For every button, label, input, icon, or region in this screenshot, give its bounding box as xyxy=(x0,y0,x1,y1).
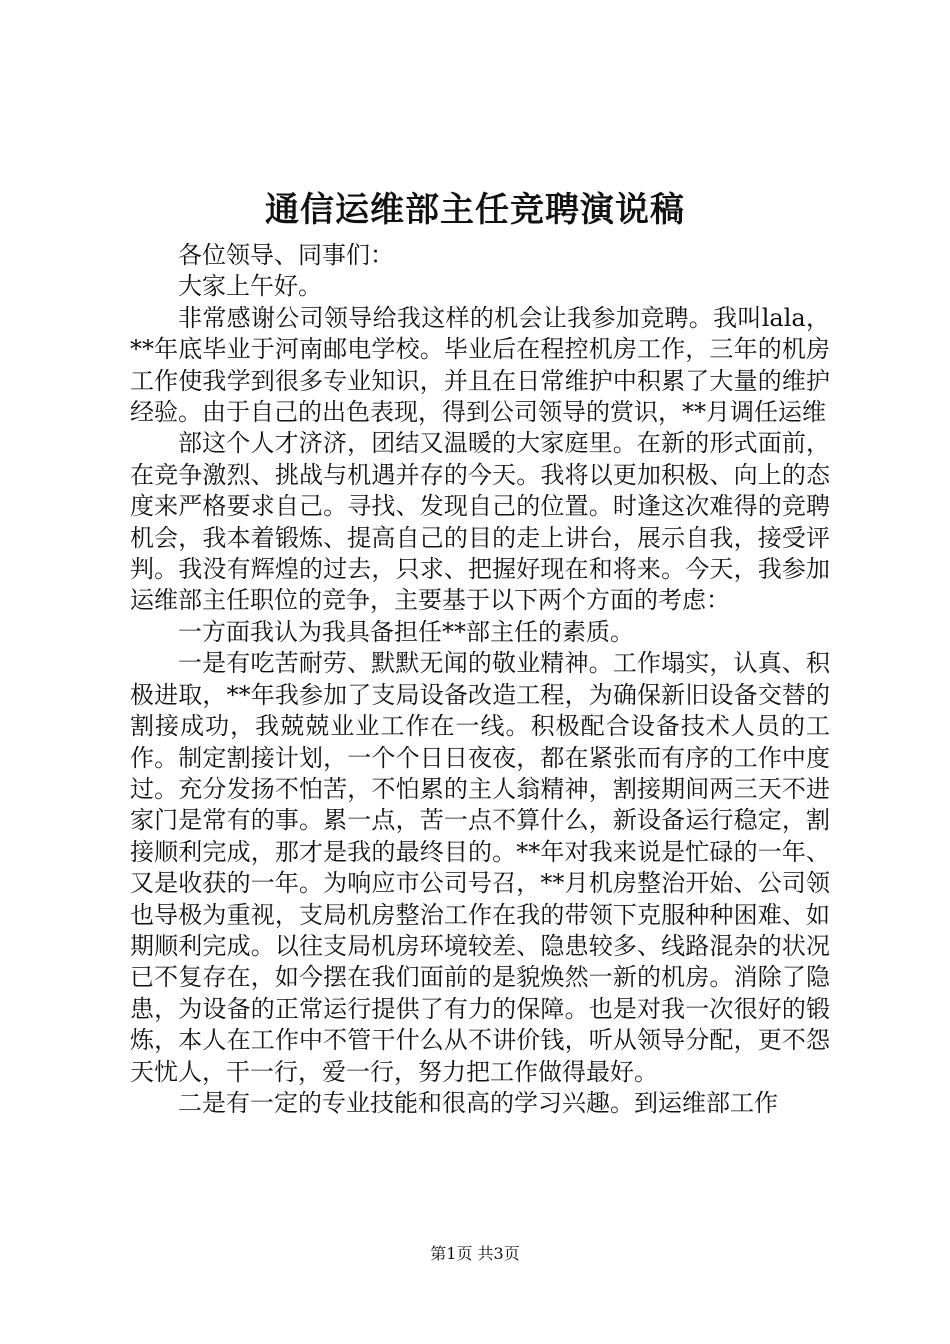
paragraph-motivation: 部这个人才济济，团结又温暖的大家庭里。在新的形式面前，在竞争激烈、挑战与机遇并存的今天。我将以更加积极、向上的态度来严格要求自己。寻找、发现自己的位置。时逢这次难得的竞聘机会，我本着锻炼、提高自己的目的走上讲台，展示自我，接受评判。我没有辉煌的过去，只求、把握好现在和将来。今天，我参加运维部主任职位的竞争，主要基于以下两个方面的考虑： xyxy=(130,429,830,615)
page-number-footer: 第1页 共3页 xyxy=(430,1244,520,1263)
paragraph-salutation: 大家上午好。 xyxy=(178,272,322,301)
paragraph-point-one: 一是有吃苦耐劳、默默无闻的敬业精神。工作塌实，认真、积极进取，**年我参加了支局设备改造工程，为确保新旧设备交替的割接成功，我兢兢业业工作在一线。积极配合设备技术人员的工作。制定割接计划，一个个日日夜夜，都在紧张而有序的工作中度过。充分发扬不怕苦，不怕累的主人翁精神，割接期间两三天不进家门是常有的事。累一点，苦一点不算什么，新设备运行稳定，割接顺利完成，那才是我的最终目的。**年对我来说是忙碌的一年、又是收获的一年。为响应市公司号召，**月机房整治开始、公司领也导极为重视，支局机房整治工作在我的带领下克服种种困难、如期顺利完成。以往支局机房环境较差、隐患较多、线路混杂的状况已不复存在，如今摆在我们面前的是貌焕然一新的机房。消除了隐患，为设备的正常运行提供了有力的保障。也是对我一次很好的锻炼，本人在工作中不管干什么从不讲价钱，听从领导分配，更不怨天忧人，干一行，爱一行，努力把工作做得最好。 xyxy=(130,649,830,1086)
paragraph-first-aspect: 一方面我认为我具备担任**部主任的素质。 xyxy=(178,617,634,646)
paragraph-point-two: 二是有一定的专业技能和很高的学习兴趣。到运维部工作 xyxy=(178,1088,778,1117)
paragraph-introduction: 非常感谢公司领导给我这样的机会让我参加竞聘。我叫lala，**年底毕业于河南邮电学校。毕业后在程控机房工作，三年的机房工作使我学到很多专业知识，并且在日常维护中积累了大量的维护经验。由于自己的出色表现，得到公司领导的赏识，**月调任运维 xyxy=(130,303,830,427)
document-body xyxy=(130,240,830,1119)
document-title: 通信运维部主任竞聘演说稿 xyxy=(265,190,685,230)
paragraph-greeting: 各位领导、同事们： xyxy=(178,241,394,269)
